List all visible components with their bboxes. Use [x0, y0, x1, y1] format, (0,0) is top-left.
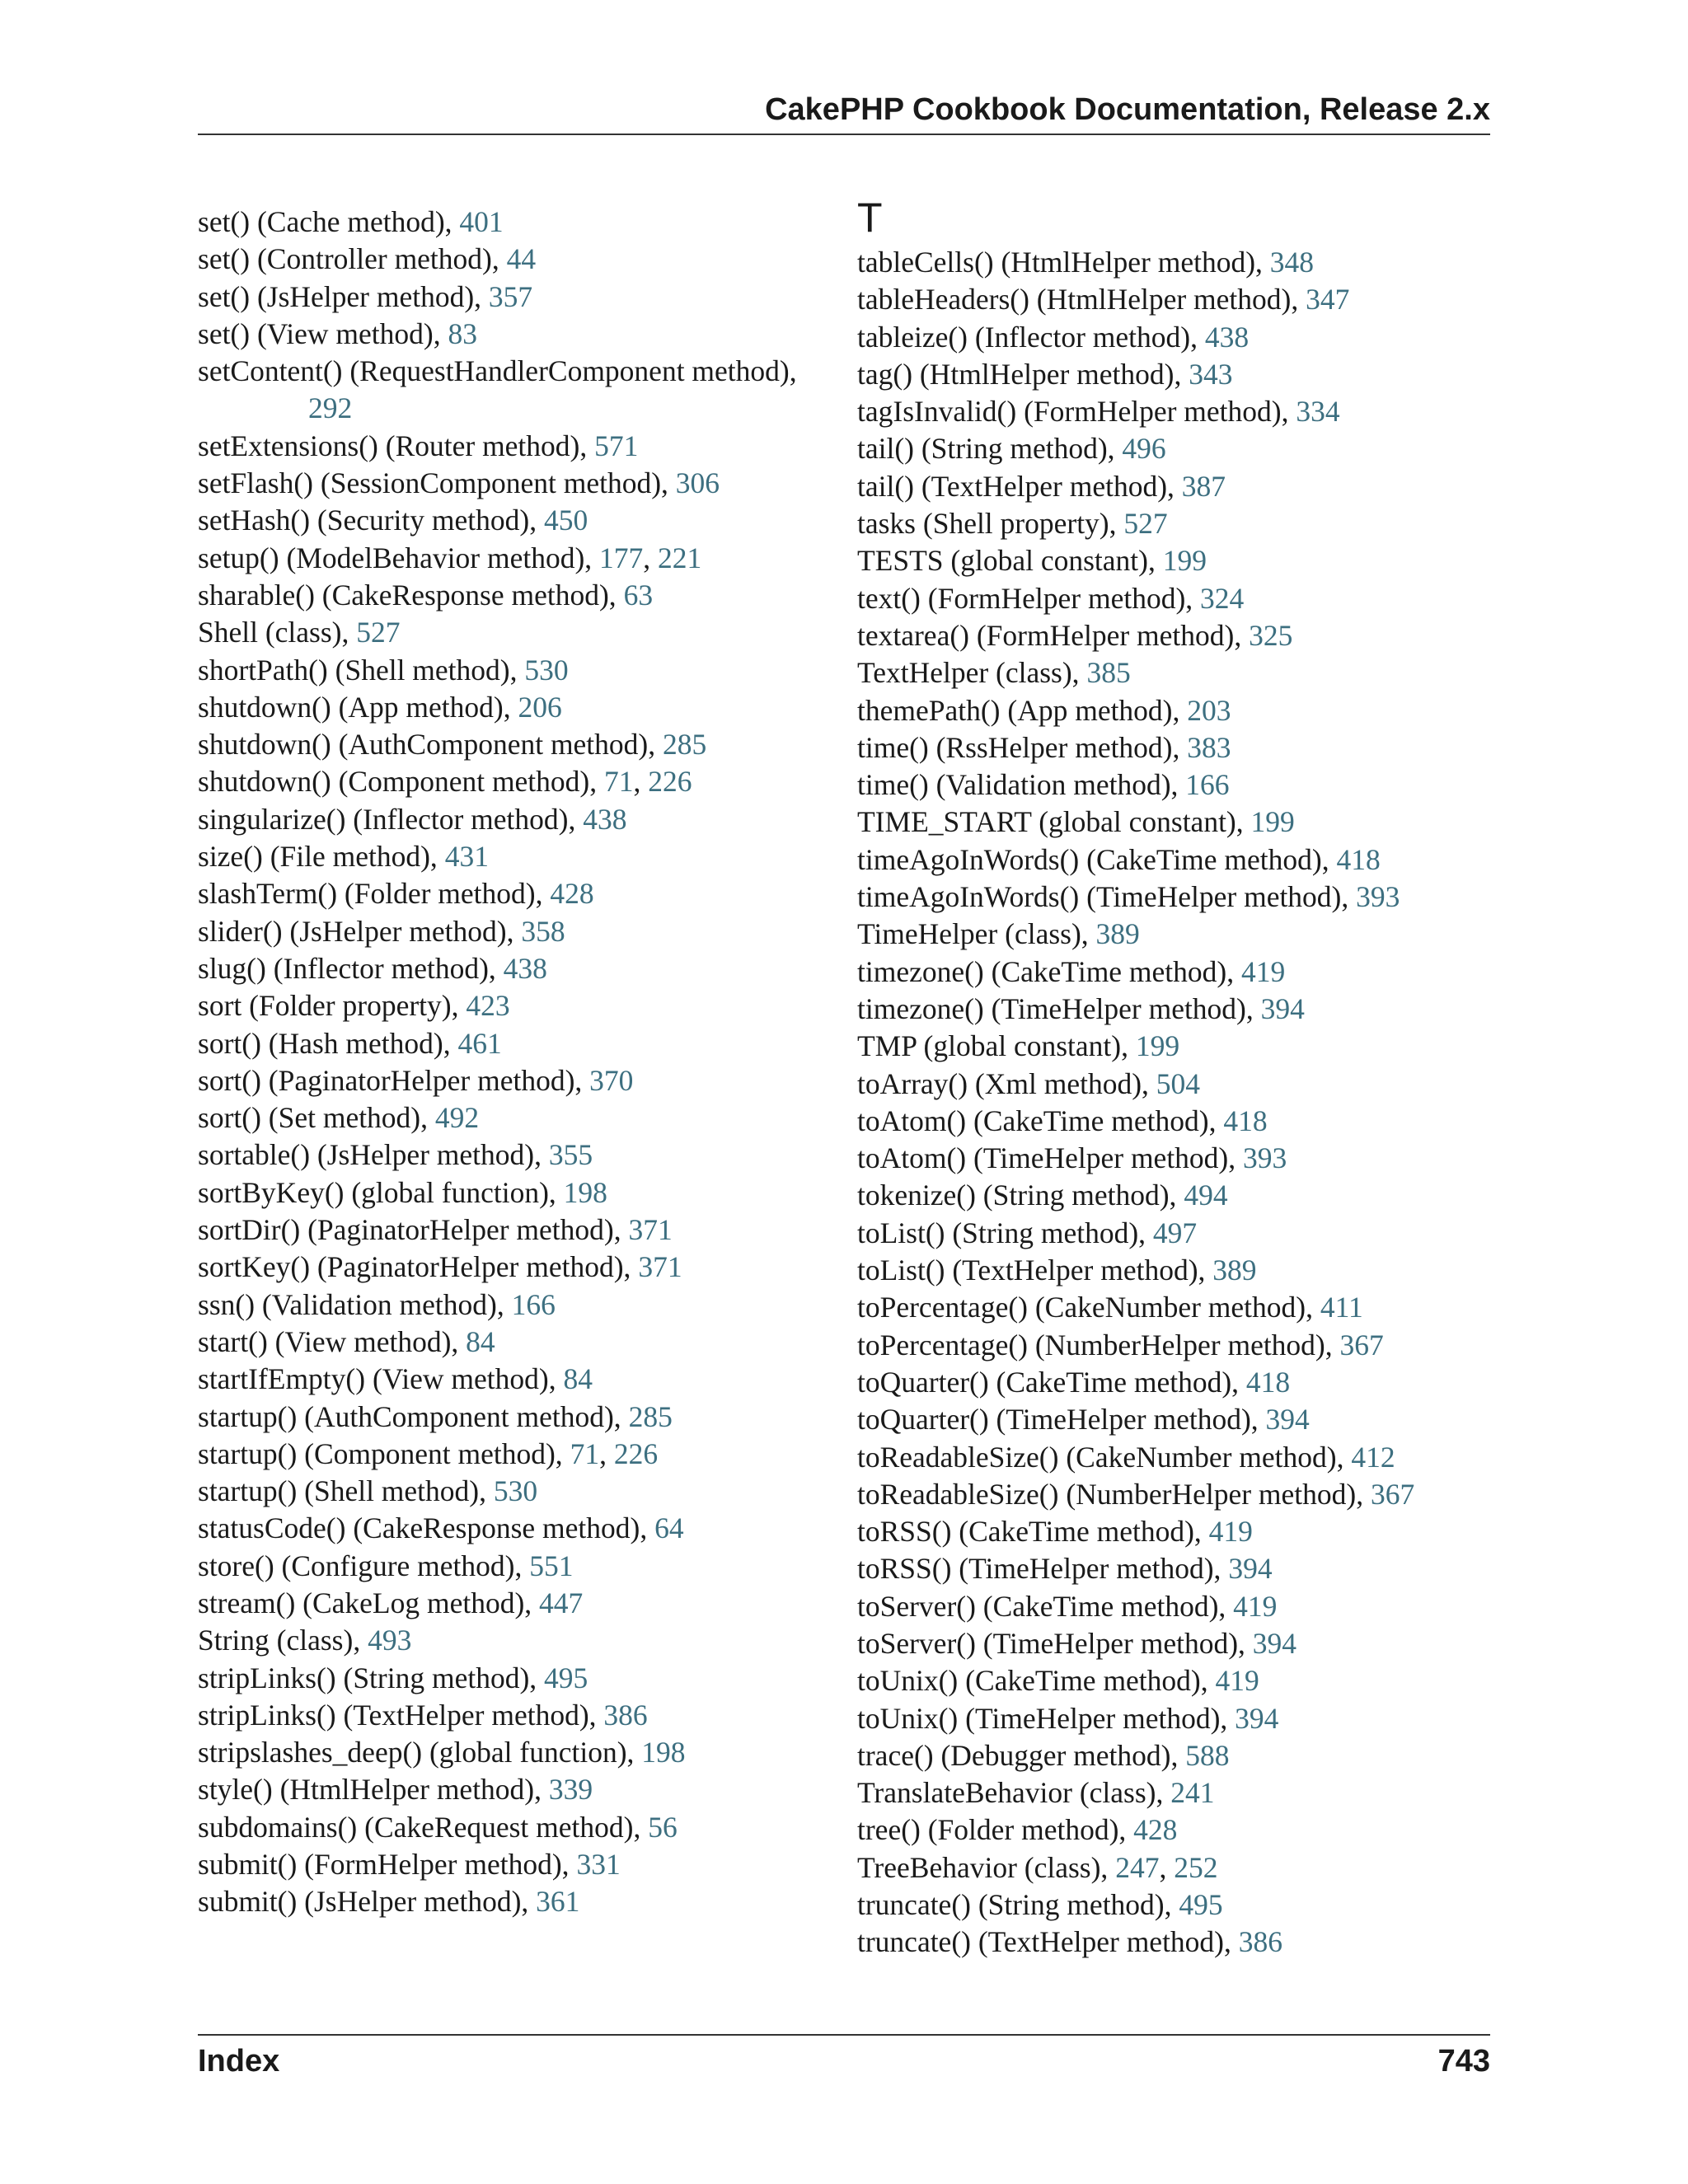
page-link[interactable]: 389 — [1095, 917, 1140, 951]
page-link[interactable]: 412 — [1351, 1440, 1395, 1474]
index-entry-term: TMP (global constant), — [857, 1029, 1136, 1063]
index-entry-term: singularize() (Inflector method), — [198, 802, 584, 836]
index-entry-term: toServer() (CakeTime method), — [857, 1589, 1234, 1623]
page-link[interactable]: 494 — [1184, 1179, 1228, 1212]
index-entry-term: TreeBehavior (class), — [857, 1850, 1116, 1884]
index-entry — [198, 577, 841, 614]
page-link[interactable]: 530 — [524, 653, 569, 687]
page-link[interactable]: 347 — [1306, 283, 1350, 316]
page-link[interactable]: 428 — [550, 877, 594, 911]
index-entry — [198, 1809, 841, 1846]
index-entry-term: ssn() (Validation method), — [198, 1287, 512, 1321]
page-link[interactable]: 357 — [488, 279, 533, 313]
index-entry — [198, 279, 841, 316]
index-entry — [857, 916, 1500, 953]
page-link[interactable]: 64 — [654, 1511, 684, 1545]
page-link[interactable]: 371 — [638, 1250, 682, 1284]
index-entry — [857, 393, 1500, 430]
index-entry-term: toPercentage() (CakeNumber method), — [857, 1291, 1320, 1324]
index-entry — [857, 1401, 1500, 1438]
index-entry — [857, 1886, 1500, 1924]
index-entry-term: toArray() (Xml method), — [857, 1066, 1156, 1100]
index-entry — [198, 1473, 841, 1510]
index-entry-term: tree() (Folder method), — [857, 1813, 1134, 1847]
index-entry — [857, 729, 1500, 766]
index-entry-term: set() (Cache method), — [198, 205, 460, 238]
page-link[interactable]: 252 — [1174, 1850, 1218, 1884]
index-entry — [857, 1625, 1500, 1662]
index-entry-term: subdomains() (CakeRequest method), — [198, 1810, 649, 1844]
index-entry-term: toRSS() (CakeTime method), — [857, 1515, 1209, 1549]
index-entry-term: stripslashes_deep() (global function), — [198, 1736, 642, 1769]
index-entry — [198, 1212, 841, 1249]
index-entry-term: TextHelper (class), — [857, 656, 1087, 690]
index-entry-term: toList() (String method), — [857, 1216, 1153, 1249]
index-entry-term: setHash() (Security method), — [198, 504, 544, 537]
index-entry — [198, 913, 841, 950]
index-entry-term: shutdown() (App method), — [198, 690, 518, 724]
index-entry — [857, 1364, 1500, 1401]
index-entry-term: timezone() (CakeTime method), — [857, 954, 1241, 988]
index-entry-term: textarea() (FormHelper method), — [857, 618, 1250, 652]
index-entry-term: TranslateBehavior (class), — [857, 1776, 1171, 1810]
page-link[interactable]: 394 — [1252, 1626, 1297, 1660]
index-entry-term: toRSS() (TimeHelper method), — [857, 1552, 1229, 1586]
index-entry — [857, 319, 1500, 356]
page-link[interactable]: 571 — [594, 429, 639, 462]
index-entry — [857, 1811, 1500, 1849]
index-entry — [198, 1399, 841, 1436]
index-entry — [857, 244, 1500, 281]
page-link[interactable]: 527 — [1123, 507, 1168, 541]
index-entry-term: store() (Configure method), — [198, 1549, 530, 1582]
index-entry — [857, 1737, 1500, 1774]
index-entry-term: trace() (Debugger method), — [857, 1738, 1186, 1772]
index-entry — [198, 428, 841, 465]
index-entry-term: themePath() (App method), — [857, 693, 1188, 727]
index-entry — [857, 1439, 1500, 1476]
page-link[interactable]: 394 — [1260, 991, 1305, 1025]
index-entry-term: tableHeaders() (HtmlHelper method), — [857, 283, 1306, 316]
page-link[interactable]: 247 — [1115, 1850, 1160, 1884]
index-entry-term: TIME_START (global constant), — [857, 805, 1251, 839]
index-entry — [857, 1588, 1500, 1625]
page-link[interactable]: 497 — [1152, 1216, 1198, 1249]
page-link[interactable]: 431 — [444, 840, 489, 874]
index-entry-term: shutdown() (AuthComponent method), — [198, 728, 663, 762]
page-link[interactable]: 493 — [368, 1624, 412, 1657]
index-entry-term: set() (Controller method), — [198, 242, 507, 276]
index-entry-term: toUnix() (CakeTime method), — [857, 1664, 1216, 1698]
index-entry — [198, 1137, 841, 1174]
index-entry — [857, 1252, 1500, 1289]
page-link[interactable]: 292 — [308, 391, 353, 425]
page-link[interactable]: 438 — [583, 802, 627, 836]
index-entry: setup() (ModelBehavior method), 177, 221 — [198, 541, 702, 574]
index-entry-term: time() (RssHelper method), — [857, 730, 1188, 764]
index-entry — [198, 689, 841, 726]
index-entry — [857, 879, 1500, 916]
page-link[interactable]: 419 — [1241, 954, 1286, 988]
index-entry-term: sortable() (JsHelper method), — [198, 1138, 549, 1172]
index-entry — [198, 204, 841, 241]
index-entry — [198, 1697, 841, 1734]
page-link[interactable]: 226 — [648, 765, 692, 799]
page-link[interactable]: 367 — [1339, 1328, 1384, 1361]
page-link[interactable]: 56 — [648, 1810, 678, 1844]
page-link[interactable]: 423 — [466, 989, 510, 1023]
page-link[interactable]: 198 — [641, 1736, 686, 1769]
page-link[interactable]: 495 — [544, 1661, 588, 1694]
index-entry — [198, 1286, 841, 1324]
index-entry-term: timeAgoInWords() (TimeHelper method), — [857, 880, 1357, 914]
index-entry-term: tail() (TextHelper method), — [857, 469, 1182, 503]
page-link[interactable]: 199 — [1250, 805, 1295, 839]
index-entry — [198, 1025, 841, 1062]
page-link[interactable]: 394 — [1228, 1552, 1273, 1586]
index-entry-term: toServer() (TimeHelper method), — [857, 1626, 1253, 1660]
index-entry — [198, 614, 841, 651]
index-entry — [198, 652, 841, 689]
index-entry-term: sortByKey() (global function), — [198, 1175, 564, 1209]
page-link[interactable]: 306 — [675, 466, 720, 500]
index-entry — [198, 353, 841, 428]
index-entry-term: shortPath() (Shell method), — [198, 653, 525, 687]
index-entry — [198, 502, 841, 539]
index-entry-term: setExtensions() (Router method), — [198, 429, 595, 462]
index-entry — [857, 1215, 1500, 1252]
page-link[interactable]: 411 — [1320, 1291, 1363, 1324]
index-entry-term: sortDir() (PaginatorHelper method), — [198, 1213, 629, 1247]
page-link[interactable]: 221 — [658, 541, 702, 574]
footer-divider — [198, 2034, 1490, 2036]
page-link[interactable]: 370 — [589, 1063, 634, 1097]
index-entry — [857, 1924, 1500, 1961]
index-entry-term: toReadableSize() (NumberHelper method), — [857, 1477, 1371, 1511]
index-entry-term: slider() (JsHelper method), — [198, 914, 522, 948]
index-entry: startup() (Component method), 71, 226 — [198, 1436, 659, 1470]
index-entry-term: startup() (Component method), — [198, 1436, 570, 1470]
page-link[interactable]: 438 — [503, 951, 547, 985]
page-link[interactable]: 63 — [623, 578, 654, 612]
index-entry — [857, 766, 1500, 804]
page-link[interactable]: 393 — [1356, 880, 1400, 914]
index-entry-term: set() (JsHelper method), — [198, 279, 489, 313]
index-entry-term: sort() (PaginatorHelper method), — [198, 1063, 590, 1097]
index-entry-term: toList() (TextHelper method), — [857, 1254, 1213, 1287]
index-entries-right — [857, 244, 1500, 1961]
page-link[interactable]: 386 — [1238, 1925, 1282, 1959]
index-entry-term: toUnix() (TimeHelper method), — [857, 1701, 1236, 1735]
page-link[interactable]: 588 — [1185, 1738, 1230, 1772]
index-entry — [198, 1622, 841, 1659]
index-entry — [198, 1771, 841, 1808]
index-entry-term: TimeHelper (class), — [857, 917, 1096, 951]
index-entry — [857, 1662, 1500, 1699]
index-entry-term: toReadableSize() (CakeNumber method), — [857, 1440, 1352, 1474]
page-link[interactable]: 84 — [466, 1324, 495, 1358]
index-entry-term: String (class), — [198, 1624, 368, 1657]
index-entry-term: startup() (Shell method), — [198, 1474, 494, 1508]
index-entry-term: stripLinks() (TextHelper method), — [198, 1698, 604, 1732]
index-entry — [198, 1734, 841, 1771]
page-link[interactable]: 71 — [570, 1436, 600, 1470]
index-entry-term: toPercentage() (NumberHelper method), — [857, 1328, 1340, 1361]
page-link[interactable]: 83 — [448, 316, 477, 350]
index-entry — [857, 1177, 1500, 1214]
index-entry — [857, 1700, 1500, 1737]
page-link[interactable]: 530 — [493, 1474, 538, 1508]
index-entry — [857, 841, 1500, 879]
index-entry — [198, 950, 841, 987]
index-entry-term: tagIsInvalid() (FormHelper method), — [857, 395, 1296, 429]
index-entry-term: timeAgoInWords() (CakeTime method), — [857, 842, 1337, 876]
index-entry-term: time() (Validation method), — [857, 768, 1186, 802]
index-entry — [198, 1062, 841, 1099]
index-entry-term: startup() (AuthComponent method), — [198, 1399, 629, 1433]
index-entry-term: TESTS (global constant), — [857, 544, 1163, 578]
page-link[interactable]: 166 — [511, 1287, 556, 1321]
index-entry — [857, 430, 1500, 467]
index-entry-term: slashTerm() (Folder method), — [198, 877, 551, 911]
page-link[interactable]: 447 — [539, 1586, 584, 1619]
page-link[interactable]: 389 — [1212, 1254, 1257, 1287]
footer-page-number: 743 — [1437, 2044, 1490, 2079]
index-entry-term: tokenize() (String method), — [857, 1179, 1184, 1212]
index-entry-term: Shell (class), — [198, 616, 357, 649]
index-entry — [857, 1028, 1500, 1065]
index-entry — [198, 987, 841, 1024]
index-entry — [857, 1103, 1500, 1140]
page-link[interactable]: 324 — [1200, 581, 1245, 615]
index-entry — [198, 1510, 841, 1547]
index-entry — [857, 580, 1500, 617]
page-link[interactable]: 418 — [1336, 842, 1381, 876]
index-entry — [857, 542, 1500, 579]
index-entry — [857, 954, 1500, 991]
page-link[interactable]: 348 — [1269, 246, 1315, 279]
page-link[interactable]: 401 — [459, 205, 504, 238]
index-entry-term: submit() (FormHelper method), — [198, 1848, 577, 1882]
page-link[interactable]: 84 — [563, 1362, 593, 1396]
index-entry — [857, 804, 1500, 841]
page-link[interactable]: 285 — [628, 1399, 673, 1433]
page-link[interactable]: 504 — [1156, 1066, 1201, 1100]
page-link[interactable]: 199 — [1135, 1029, 1180, 1063]
page-link[interactable]: 343 — [1189, 357, 1233, 391]
index-entry — [857, 1774, 1500, 1811]
index-entry — [857, 1550, 1500, 1587]
index-entry — [857, 1513, 1500, 1550]
page-link[interactable]: 495 — [1179, 1888, 1223, 1922]
index-entry-term: slug() (Inflector method), — [198, 951, 504, 985]
index-entry-term: toAtom() (TimeHelper method), — [857, 1141, 1244, 1175]
index-column-right — [857, 191, 1500, 1961]
index-entry — [857, 1140, 1500, 1177]
index-entry-term: start() (View method), — [198, 1324, 467, 1358]
index-entry — [198, 801, 841, 838]
index-entry — [857, 505, 1500, 542]
page-link[interactable]: 394 — [1235, 1701, 1279, 1735]
index-entry — [857, 692, 1500, 729]
index-entry — [198, 838, 841, 875]
page-link[interactable]: 393 — [1243, 1141, 1287, 1175]
index-entry-term: text() (FormHelper method), — [857, 581, 1201, 615]
index-entry: TreeBehavior (class), 247, 252 — [857, 1850, 1218, 1884]
index-entry-term: sort() (Set method), — [198, 1101, 435, 1135]
index-entry-term: style() (HtmlHelper method), — [198, 1773, 549, 1807]
page-header-title: CakePHP Cookbook Documentation, Release 2.x — [765, 92, 1490, 127]
page-link[interactable]: 419 — [1233, 1589, 1278, 1623]
page-link[interactable]: 241 — [1170, 1776, 1215, 1810]
page-link[interactable]: 166 — [1185, 768, 1230, 802]
index-entry — [857, 281, 1500, 318]
page-link[interactable]: 492 — [434, 1101, 480, 1135]
page-link[interactable]: 387 — [1181, 469, 1226, 503]
index-entry — [198, 1660, 841, 1697]
index-entry — [857, 468, 1500, 505]
page-link[interactable]: 177 — [599, 541, 644, 574]
page-link[interactable]: 325 — [1249, 618, 1293, 652]
index-entry-term: stream() (CakeLog method), — [198, 1586, 540, 1619]
page-link[interactable]: 339 — [548, 1773, 593, 1807]
index-entry — [198, 1174, 841, 1212]
page-link[interactable]: 438 — [1204, 320, 1250, 354]
index-entry — [857, 1327, 1500, 1364]
index-entry — [198, 875, 841, 912]
page-link[interactable]: 383 — [1187, 730, 1231, 764]
page-link[interactable]: 450 — [543, 504, 588, 537]
index-entry — [857, 1476, 1500, 1513]
page-link[interactable]: 355 — [548, 1138, 593, 1172]
index-entry-term: setContent() (RequestHandlerComponent method), — [198, 354, 797, 388]
index-entry-term: sortKey() (PaginatorHelper method), — [198, 1250, 639, 1284]
index-entry-term: toQuarter() (TimeHelper method), — [857, 1403, 1266, 1436]
index-entry — [857, 617, 1500, 654]
page-link[interactable]: 527 — [356, 616, 401, 649]
index-entry — [198, 316, 841, 353]
index-entry-continuation — [198, 390, 841, 427]
page-link[interactable]: 203 — [1187, 693, 1231, 727]
index-entry-term: tag() (HtmlHelper method), — [857, 357, 1189, 391]
index-entry-term: truncate() (TextHelper method), — [857, 1925, 1239, 1959]
page-link[interactable]: 198 — [563, 1175, 607, 1209]
index-entry-term: sort() (Hash method), — [198, 1026, 458, 1060]
index-entry-term: toQuarter() (CakeTime method), — [857, 1365, 1246, 1399]
index-entry-term: startIfEmpty() (View method), — [198, 1362, 564, 1396]
header-divider — [198, 134, 1490, 135]
page-link[interactable]: 371 — [628, 1213, 673, 1247]
index-entry-term: toAtom() (CakeTime method), — [857, 1104, 1224, 1137]
page-link[interactable]: 71 — [604, 765, 634, 799]
index-entry-term: tableCells() (HtmlHelper method), — [857, 246, 1270, 279]
index-entry — [198, 241, 841, 278]
index-entry-term: set() (View method), — [198, 316, 448, 350]
index-entry-term: sharable() (CakeResponse method), — [198, 578, 624, 612]
page-link[interactable]: 394 — [1265, 1403, 1310, 1436]
page-link[interactable]: 358 — [521, 914, 565, 948]
page-link[interactable]: 385 — [1086, 656, 1131, 690]
index-entry — [198, 1883, 841, 1920]
index-entry — [857, 1066, 1500, 1103]
page-link[interactable]: 285 — [663, 728, 707, 762]
page-link[interactable]: 461 — [457, 1026, 502, 1060]
index-entry-term: statusCode() (CakeResponse method), — [198, 1511, 655, 1545]
page-link[interactable]: 496 — [1122, 432, 1166, 466]
page-link[interactable]: 419 — [1208, 1515, 1253, 1549]
index-entry-term: shutdown() (Component method), — [198, 765, 604, 799]
index-entry — [198, 1548, 841, 1585]
index-entry-term: setFlash() (SessionComponent method), — [198, 466, 676, 500]
page-link[interactable]: 419 — [1215, 1664, 1259, 1698]
index-entry-term: stripLinks() (String method), — [198, 1661, 545, 1694]
index-entry-term: tail() (String method), — [857, 432, 1123, 466]
index-entry — [198, 1361, 841, 1398]
page-link[interactable]: 44 — [506, 242, 537, 276]
index-entry-term: size() (File method), — [198, 840, 445, 874]
index-entry — [857, 654, 1500, 691]
section-letter: T — [857, 194, 883, 241]
index-entry — [857, 991, 1500, 1028]
index-entry — [857, 356, 1500, 393]
index-entry-term: sort (Folder property), — [198, 989, 467, 1023]
index-entry — [857, 1289, 1500, 1326]
page-link[interactable]: 418 — [1223, 1104, 1268, 1137]
index-entry: shutdown() (Component method), 71, 226 — [198, 765, 692, 799]
page-link[interactable]: 199 — [1162, 544, 1207, 578]
page-link[interactable]: 331 — [576, 1848, 621, 1882]
index-entry-term: timezone() (TimeHelper method), — [857, 991, 1261, 1025]
index-entry — [198, 1585, 841, 1622]
page-link[interactable]: 428 — [1133, 1813, 1178, 1847]
index-entry-term: tasks (Shell property), — [857, 507, 1124, 541]
index-entry — [198, 726, 841, 763]
page-link[interactable]: 206 — [518, 690, 562, 724]
index-entry — [198, 465, 841, 502]
index-entry — [198, 1846, 841, 1883]
page-link[interactable]: 367 — [1370, 1477, 1415, 1511]
page-link[interactable]: 361 — [536, 1885, 580, 1919]
index-entry-term: truncate() (String method), — [857, 1888, 1179, 1922]
index-column-left — [198, 204, 841, 1921]
page-link[interactable]: 418 — [1245, 1365, 1291, 1399]
index-entry — [198, 1099, 841, 1137]
footer-section-label: Index — [198, 2044, 280, 2079]
page-link[interactable]: 226 — [613, 1436, 659, 1470]
page-link[interactable]: 334 — [1296, 395, 1340, 429]
index-entry-term: submit() (JsHelper method), — [198, 1885, 537, 1919]
index-entry — [198, 1249, 841, 1286]
page-link[interactable]: 386 — [603, 1698, 648, 1732]
index-entry-term: tableize() (Inflector method), — [857, 320, 1205, 354]
index-entry-term: setup() (ModelBehavior method), — [198, 541, 600, 574]
index-entry — [198, 1324, 841, 1361]
page-link[interactable]: 551 — [529, 1549, 574, 1582]
